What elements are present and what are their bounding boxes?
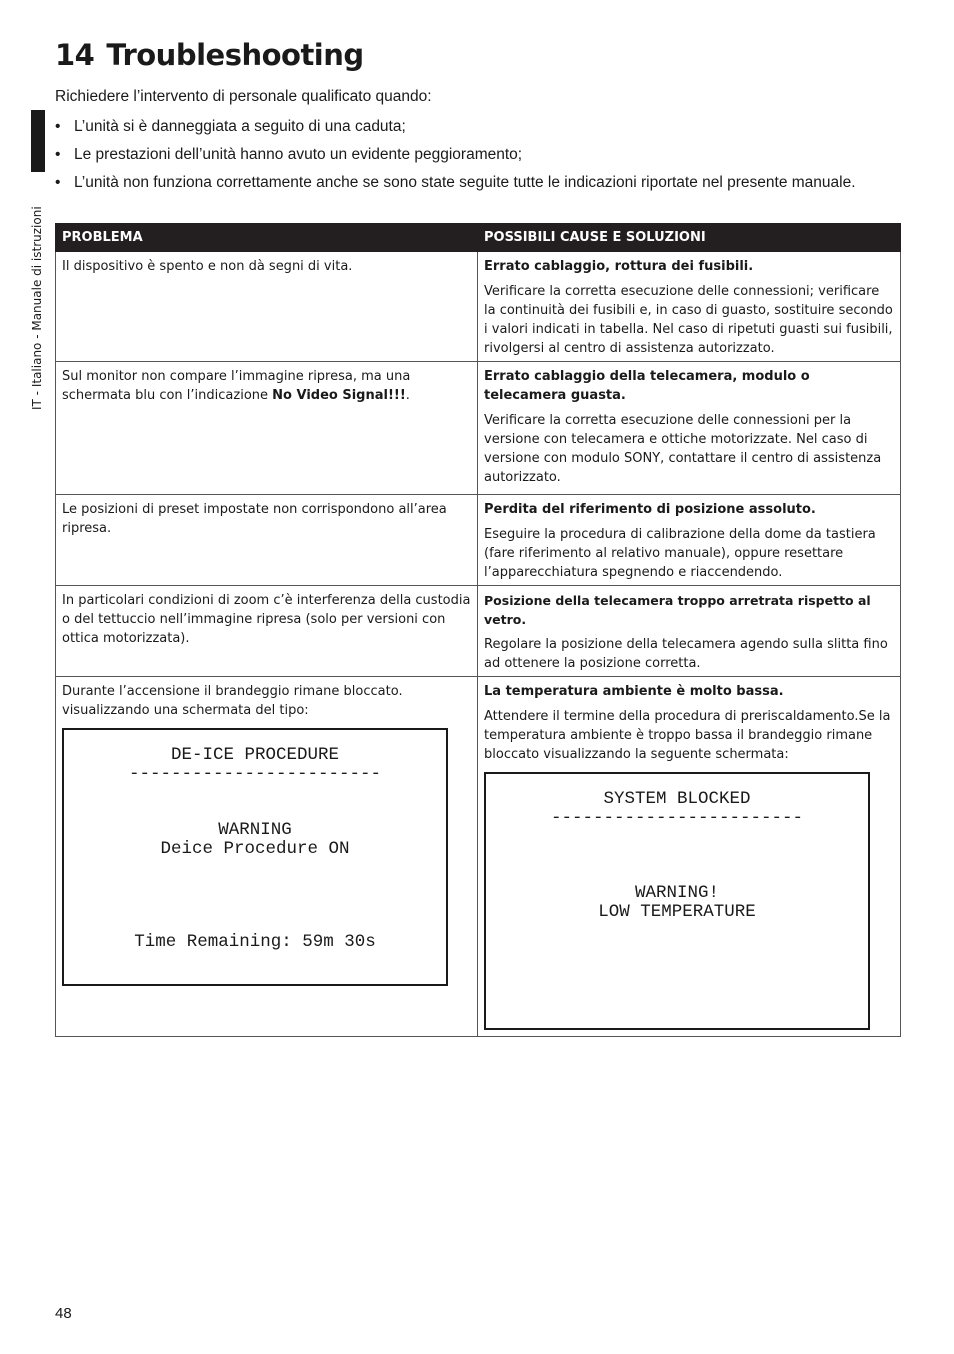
- table-row: [56, 586, 901, 677]
- solution-cell: [478, 362, 901, 495]
- chapter-number: 14: [55, 38, 95, 72]
- screen-title: SYSTEM BLOCKED: [603, 789, 751, 809]
- problem-cell: Il dispositivo è spento e non dà segni di vita.: [56, 252, 478, 362]
- list-item: • L’unità non funziona correttamente anche se sono state seguite tutte le indicazioni riportate nel presente manuale.: [55, 174, 856, 191]
- column-header-problem: PROBLEMA: [56, 224, 478, 252]
- side-language-label: IT - Italiano - Manuale di istruzioni: [30, 206, 44, 410]
- deice-screen: [62, 728, 448, 986]
- screen-message: Deice Procedure ON: [160, 839, 350, 859]
- bullet-icon: •: [55, 146, 61, 163]
- table-row: [56, 677, 901, 1037]
- table-row: [56, 362, 901, 495]
- cause-text: La temperatura ambiente è molto bassa.: [484, 684, 784, 699]
- problem-cell: Le posizioni di preset impostate non corrispondono all’area ripresa.: [56, 495, 478, 586]
- screen-divider: ------------------------: [550, 808, 804, 828]
- problem-cell: Durante l’accensione il brandeggio rimane bloccato. visualizzando una schermata del tipo: DE-ICE PROCEDURE ------------------------ WARNING Deice Procedure ON Time Remaining: 59m 30s: [56, 677, 478, 1037]
- cause-text: Perdita del riferimento di posizione assoluto.: [484, 502, 816, 517]
- solution-text: Attendere il termine della procedura di preriscaldamento.Se la temperatura ambiente è troppo bassa il brandeggio rimane bloccato visualizzando la seguente schermata:: [484, 709, 891, 762]
- bullet-list: [55, 116, 895, 200]
- troubleshooting-table: [55, 223, 901, 1037]
- page-number: 48: [55, 1305, 72, 1322]
- bullet-icon: •: [55, 174, 61, 191]
- solution-text: Verificare la corretta esecuzione delle connessioni per la versione con telecamera e ottiche motorizzate. Nel caso di versione con modulo SONY, contattare il centro di assistenza autorizzato.: [484, 413, 882, 485]
- table-row: [56, 495, 901, 586]
- solution-text: Regolare la posizione della telecamera agendo sulla slitta fino ad ottenere la posizione corretta.: [484, 637, 888, 671]
- cause-text: Errato cablaggio, rottura dei fusibili.: [484, 259, 754, 274]
- table-row: [56, 252, 901, 362]
- screen-title: DE-ICE PROCEDURE: [170, 745, 340, 765]
- screen-time-remaining: Time Remaining: 59m 30s: [134, 932, 376, 952]
- table-header-row: [56, 224, 901, 252]
- list-item: • L’unità si è danneggiata a seguito di una caduta;: [55, 118, 406, 135]
- solution-cell: [478, 252, 901, 362]
- solution-cell: [478, 677, 901, 1037]
- problem-cell: Sul monitor non compare l’immagine ripresa, ma una schermata blu con l’indicazione No Video Signal!!!.: [56, 362, 478, 495]
- screen-message: LOW TEMPERATURE: [598, 902, 756, 922]
- cause-text: Posizione della telecamera troppo arretrata rispetto al vetro.: [484, 593, 871, 627]
- cause-text: Errato cablaggio della telecamera, modulo o telecamera guasta.: [484, 369, 810, 403]
- solution-text: Verificare la corretta esecuzione delle connessioni; verificare la continuità dei fusibili e, in caso di guasto, sostituire secondo i valori indicati in tabella. Nel caso di ripetuti guasti sui fusibili, rivolgersi al centro di assistenza autorizzato.: [484, 284, 893, 356]
- chapter-title: Troubleshooting: [106, 38, 364, 72]
- column-header-causes: POSSIBILI CAUSE E SOLUZIONI: [478, 224, 901, 252]
- screen-warning: WARNING: [218, 820, 292, 840]
- screen-divider: ------------------------: [128, 764, 382, 784]
- problem-cell: In particolari condizioni di zoom c’è interferenza della custodia o del tettuccio nell’immagine ripresa (solo per versioni con ottica motorizzata).: [56, 586, 478, 677]
- bullet-icon: •: [55, 118, 61, 135]
- solution-text: Eseguire la procedura di calibrazione della dome da tastiera (fare riferimento al relativo manuale), oppure resettare l’apparecchiatura spegnendo e riaccendendo.: [484, 527, 876, 580]
- section-tab-marker: [31, 110, 45, 172]
- page-title: [55, 38, 364, 72]
- list-item: • Le prestazioni dell’unità hanno avuto un evidente peggioramento;: [55, 146, 523, 163]
- intro-text: Richiedere l’intervento di personale qualificato quando:: [55, 88, 432, 105]
- screen-warning: WARNING!: [634, 883, 719, 903]
- system-blocked-screen: [484, 772, 870, 1030]
- solution-cell: [478, 586, 901, 677]
- solution-cell: [478, 495, 901, 586]
- no-signal-label: No Video Signal!!!: [272, 388, 406, 403]
